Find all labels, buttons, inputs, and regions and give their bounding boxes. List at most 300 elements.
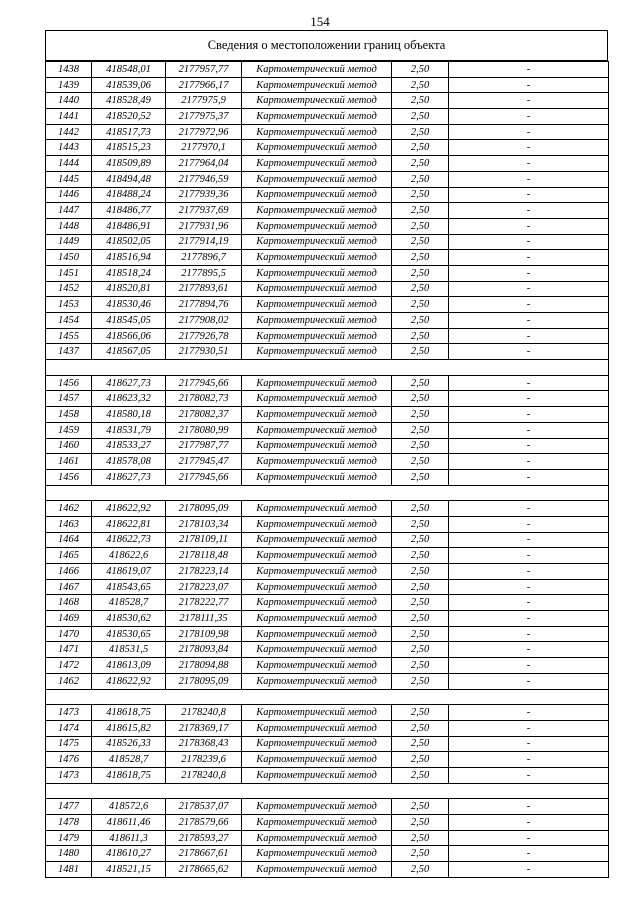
- point-number-cell: 1477: [46, 799, 92, 815]
- method-cell: Картометрический метод: [242, 736, 392, 752]
- accuracy-cell: 2,50: [392, 799, 449, 815]
- y-coordinate-cell: 2177957,77: [166, 62, 242, 78]
- method-cell: Картометрический метод: [242, 438, 392, 454]
- table-row: [46, 124, 609, 140]
- point-number-cell: 1461: [46, 454, 92, 470]
- accuracy-cell: 2,50: [392, 501, 449, 517]
- y-coordinate-cell: 2178094,88: [166, 658, 242, 674]
- x-coordinate-cell: 418528,7: [92, 595, 166, 611]
- x-coordinate-cell: 418518,24: [92, 265, 166, 281]
- x-coordinate-cell: 418539,06: [92, 77, 166, 93]
- y-coordinate-cell: 2177894,76: [166, 297, 242, 313]
- y-coordinate-cell: 2177893,61: [166, 281, 242, 297]
- table-row: [46, 93, 609, 109]
- note-cell: -: [449, 234, 609, 250]
- accuracy-cell: 2,50: [392, 77, 449, 93]
- note-cell: -: [449, 799, 609, 815]
- table-row: [46, 391, 609, 407]
- point-number-cell: 1473: [46, 705, 92, 721]
- accuracy-cell: 2,50: [392, 579, 449, 595]
- y-coordinate-cell: 2178223,07: [166, 579, 242, 595]
- accuracy-cell: 2,50: [392, 564, 449, 580]
- table-row: [46, 767, 609, 783]
- accuracy-cell: 2,50: [392, 626, 449, 642]
- accuracy-cell: 2,50: [392, 234, 449, 250]
- method-cell: Картометрический метод: [242, 658, 392, 674]
- note-cell: -: [449, 579, 609, 595]
- y-coordinate-cell: 2178109,98: [166, 626, 242, 642]
- note-cell: -: [449, 313, 609, 329]
- accuracy-cell: 2,50: [392, 532, 449, 548]
- table-row: [46, 862, 609, 878]
- y-coordinate-cell: 2177945,66: [166, 469, 242, 485]
- y-coordinate-cell: 2178240,8: [166, 705, 242, 721]
- accuracy-cell: 2,50: [392, 830, 449, 846]
- note-cell: -: [449, 422, 609, 438]
- x-coordinate-cell: 418613,09: [92, 658, 166, 674]
- accuracy-cell: 2,50: [392, 313, 449, 329]
- y-coordinate-cell: 2177975,37: [166, 109, 242, 125]
- accuracy-cell: 2,50: [392, 218, 449, 234]
- point-number-cell: 1439: [46, 77, 92, 93]
- y-coordinate-cell: 2178109,11: [166, 532, 242, 548]
- y-coordinate-cell: 2178239,6: [166, 752, 242, 768]
- note-cell: -: [449, 187, 609, 203]
- table-row: [46, 469, 609, 485]
- note-cell: -: [449, 281, 609, 297]
- method-cell: Картометрический метод: [242, 626, 392, 642]
- group-separator-row: [46, 485, 609, 501]
- table-row: [46, 265, 609, 281]
- note-cell: -: [449, 391, 609, 407]
- table-row: [46, 328, 609, 344]
- accuracy-cell: 2,50: [392, 156, 449, 172]
- table-title: Сведения о местоположении границ объекта: [45, 30, 608, 61]
- table-row: [46, 705, 609, 721]
- boundary-sheet: [45, 30, 608, 878]
- accuracy-cell: 2,50: [392, 407, 449, 423]
- x-coordinate-cell: 418530,62: [92, 611, 166, 627]
- x-coordinate-cell: 418611,46: [92, 815, 166, 831]
- table-row: [46, 171, 609, 187]
- point-number-cell: 1442: [46, 124, 92, 140]
- table-row: [46, 407, 609, 423]
- point-number-cell: 1471: [46, 642, 92, 658]
- y-coordinate-cell: 2177914,19: [166, 234, 242, 250]
- x-coordinate-cell: 418526,33: [92, 736, 166, 752]
- point-number-cell: 1473: [46, 767, 92, 783]
- group-separator-row: [46, 783, 609, 799]
- point-number-cell: 1469: [46, 611, 92, 627]
- accuracy-cell: 2,50: [392, 124, 449, 140]
- point-number-cell: 1445: [46, 171, 92, 187]
- point-number-cell: 1479: [46, 830, 92, 846]
- note-cell: -: [449, 140, 609, 156]
- method-cell: Картометрический метод: [242, 375, 392, 391]
- table-row: [46, 626, 609, 642]
- y-coordinate-cell: 2178080,99: [166, 422, 242, 438]
- accuracy-cell: 2,50: [392, 187, 449, 203]
- point-number-cell: 1465: [46, 548, 92, 564]
- y-coordinate-cell: 2177945,47: [166, 454, 242, 470]
- x-coordinate-cell: 418528,7: [92, 752, 166, 768]
- table-row: [46, 344, 609, 360]
- table-row: [46, 720, 609, 736]
- table-row: [46, 77, 609, 93]
- separator-cell: [46, 689, 609, 705]
- x-coordinate-cell: 418486,77: [92, 203, 166, 219]
- table-row: [46, 454, 609, 470]
- table-row: [46, 799, 609, 815]
- accuracy-cell: 2,50: [392, 250, 449, 266]
- point-number-cell: 1444: [46, 156, 92, 172]
- point-number-cell: 1476: [46, 752, 92, 768]
- x-coordinate-cell: 418622,92: [92, 673, 166, 689]
- point-number-cell: 1455: [46, 328, 92, 344]
- x-coordinate-cell: 418627,73: [92, 469, 166, 485]
- method-cell: Картометрический метод: [242, 234, 392, 250]
- coordinates-table: [45, 61, 609, 878]
- table-row: [46, 579, 609, 595]
- x-coordinate-cell: 418530,46: [92, 297, 166, 313]
- method-cell: Картометрический метод: [242, 62, 392, 78]
- y-coordinate-cell: 2178111,35: [166, 611, 242, 627]
- table-row: [46, 815, 609, 831]
- method-cell: Картометрический метод: [242, 564, 392, 580]
- note-cell: -: [449, 62, 609, 78]
- x-coordinate-cell: 418618,75: [92, 767, 166, 783]
- point-number-cell: 1480: [46, 846, 92, 862]
- x-coordinate-cell: 418566,06: [92, 328, 166, 344]
- point-number-cell: 1481: [46, 862, 92, 878]
- point-number-cell: 1458: [46, 407, 92, 423]
- method-cell: Картометрический метод: [242, 469, 392, 485]
- point-number-cell: 1460: [46, 438, 92, 454]
- accuracy-cell: 2,50: [392, 391, 449, 407]
- note-cell: -: [449, 705, 609, 721]
- y-coordinate-cell: 2177966,17: [166, 77, 242, 93]
- y-coordinate-cell: 2177970,1: [166, 140, 242, 156]
- accuracy-cell: 2,50: [392, 109, 449, 125]
- y-coordinate-cell: 2178095,09: [166, 673, 242, 689]
- table-row: [46, 611, 609, 627]
- x-coordinate-cell: 418610,27: [92, 846, 166, 862]
- accuracy-cell: 2,50: [392, 171, 449, 187]
- point-number-cell: 1464: [46, 532, 92, 548]
- table-row: [46, 642, 609, 658]
- y-coordinate-cell: 2178579,66: [166, 815, 242, 831]
- x-coordinate-cell: 418502,05: [92, 234, 166, 250]
- y-coordinate-cell: 2178082,37: [166, 407, 242, 423]
- point-number-cell: 1463: [46, 516, 92, 532]
- note-cell: -: [449, 77, 609, 93]
- method-cell: Картометрический метод: [242, 187, 392, 203]
- group-separator-row: [46, 360, 609, 376]
- accuracy-cell: 2,50: [392, 297, 449, 313]
- y-coordinate-cell: 2177926,78: [166, 328, 242, 344]
- x-coordinate-cell: 418611,3: [92, 830, 166, 846]
- table-row: [46, 501, 609, 517]
- y-coordinate-cell: 2177975,9: [166, 93, 242, 109]
- method-cell: Картометрический метод: [242, 297, 392, 313]
- table-row: [46, 313, 609, 329]
- note-cell: -: [449, 626, 609, 642]
- accuracy-cell: 2,50: [392, 611, 449, 627]
- method-cell: Картометрический метод: [242, 93, 392, 109]
- note-cell: -: [449, 830, 609, 846]
- method-cell: Картометрический метод: [242, 313, 392, 329]
- note-cell: -: [449, 564, 609, 580]
- point-number-cell: 1472: [46, 658, 92, 674]
- separator-cell: [46, 360, 609, 376]
- method-cell: Картометрический метод: [242, 407, 392, 423]
- table-row: [46, 297, 609, 313]
- accuracy-cell: 2,50: [392, 658, 449, 674]
- method-cell: Картометрический метод: [242, 501, 392, 517]
- accuracy-cell: 2,50: [392, 203, 449, 219]
- y-coordinate-cell: 2177987,77: [166, 438, 242, 454]
- x-coordinate-cell: 418623,32: [92, 391, 166, 407]
- x-coordinate-cell: 418509,89: [92, 156, 166, 172]
- method-cell: Картометрический метод: [242, 579, 392, 595]
- y-coordinate-cell: 2178368,43: [166, 736, 242, 752]
- x-coordinate-cell: 418627,73: [92, 375, 166, 391]
- method-cell: Картометрический метод: [242, 454, 392, 470]
- y-coordinate-cell: 2177972,96: [166, 124, 242, 140]
- table-row: [46, 752, 609, 768]
- method-cell: Картометрический метод: [242, 218, 392, 234]
- table-row: [46, 187, 609, 203]
- x-coordinate-cell: 418520,81: [92, 281, 166, 297]
- note-cell: -: [449, 250, 609, 266]
- accuracy-cell: 2,50: [392, 752, 449, 768]
- note-cell: -: [449, 767, 609, 783]
- y-coordinate-cell: 2177937,69: [166, 203, 242, 219]
- accuracy-cell: 2,50: [392, 454, 449, 470]
- x-coordinate-cell: 418580,18: [92, 407, 166, 423]
- y-coordinate-cell: 2177895,5: [166, 265, 242, 281]
- method-cell: Картометрический метод: [242, 815, 392, 831]
- method-cell: Картометрический метод: [242, 140, 392, 156]
- point-number-cell: 1478: [46, 815, 92, 831]
- point-number-cell: 1462: [46, 673, 92, 689]
- note-cell: -: [449, 454, 609, 470]
- accuracy-cell: 2,50: [392, 265, 449, 281]
- x-coordinate-cell: 418618,75: [92, 705, 166, 721]
- note-cell: -: [449, 532, 609, 548]
- accuracy-cell: 2,50: [392, 422, 449, 438]
- point-number-cell: 1440: [46, 93, 92, 109]
- y-coordinate-cell: 2178369,17: [166, 720, 242, 736]
- accuracy-cell: 2,50: [392, 93, 449, 109]
- y-coordinate-cell: 2178222,77: [166, 595, 242, 611]
- accuracy-cell: 2,50: [392, 705, 449, 721]
- method-cell: Картометрический метод: [242, 328, 392, 344]
- y-coordinate-cell: 2177946,59: [166, 171, 242, 187]
- point-number-cell: 1448: [46, 218, 92, 234]
- y-coordinate-cell: 2178093,84: [166, 642, 242, 658]
- y-coordinate-cell: 2178118,48: [166, 548, 242, 564]
- method-cell: Картометрический метод: [242, 862, 392, 878]
- method-cell: Картометрический метод: [242, 77, 392, 93]
- x-coordinate-cell: 418515,23: [92, 140, 166, 156]
- accuracy-cell: 2,50: [392, 862, 449, 878]
- note-cell: -: [449, 736, 609, 752]
- y-coordinate-cell: 2177896,7: [166, 250, 242, 266]
- method-cell: Картометрический метод: [242, 171, 392, 187]
- note-cell: -: [449, 673, 609, 689]
- x-coordinate-cell: 418531,79: [92, 422, 166, 438]
- x-coordinate-cell: 418615,82: [92, 720, 166, 736]
- x-coordinate-cell: 418548,01: [92, 62, 166, 78]
- x-coordinate-cell: 418516,94: [92, 250, 166, 266]
- note-cell: -: [449, 438, 609, 454]
- point-number-cell: 1449: [46, 234, 92, 250]
- method-cell: Картометрический метод: [242, 830, 392, 846]
- x-coordinate-cell: 418543,65: [92, 579, 166, 595]
- y-coordinate-cell: 2178593,27: [166, 830, 242, 846]
- x-coordinate-cell: 418528,49: [92, 93, 166, 109]
- group-separator-row: [46, 689, 609, 705]
- method-cell: Картометрический метод: [242, 799, 392, 815]
- note-cell: -: [449, 344, 609, 360]
- method-cell: Картометрический метод: [242, 391, 392, 407]
- table-row: [46, 438, 609, 454]
- method-cell: Картометрический метод: [242, 548, 392, 564]
- y-coordinate-cell: 2177908,02: [166, 313, 242, 329]
- note-cell: -: [449, 297, 609, 313]
- table-row: [46, 673, 609, 689]
- table-row: [46, 658, 609, 674]
- note-cell: -: [449, 156, 609, 172]
- note-cell: -: [449, 203, 609, 219]
- point-number-cell: 1453: [46, 297, 92, 313]
- separator-cell: [46, 485, 609, 501]
- point-number-cell: 1475: [46, 736, 92, 752]
- table-row: [46, 250, 609, 266]
- x-coordinate-cell: 418619,07: [92, 564, 166, 580]
- accuracy-cell: 2,50: [392, 62, 449, 78]
- method-cell: Картометрический метод: [242, 595, 392, 611]
- x-coordinate-cell: 418533,27: [92, 438, 166, 454]
- method-cell: Картометрический метод: [242, 516, 392, 532]
- point-number-cell: 1452: [46, 281, 92, 297]
- accuracy-cell: 2,50: [392, 469, 449, 485]
- table-row: [46, 203, 609, 219]
- method-cell: Картометрический метод: [242, 705, 392, 721]
- method-cell: Картометрический метод: [242, 611, 392, 627]
- table-row: [46, 595, 609, 611]
- point-number-cell: 1470: [46, 626, 92, 642]
- method-cell: Картометрический метод: [242, 720, 392, 736]
- method-cell: Картометрический метод: [242, 124, 392, 140]
- accuracy-cell: 2,50: [392, 720, 449, 736]
- x-coordinate-cell: 418517,73: [92, 124, 166, 140]
- x-coordinate-cell: 418486,91: [92, 218, 166, 234]
- x-coordinate-cell: 418622,6: [92, 548, 166, 564]
- accuracy-cell: 2,50: [392, 140, 449, 156]
- accuracy-cell: 2,50: [392, 846, 449, 862]
- accuracy-cell: 2,50: [392, 815, 449, 831]
- method-cell: Картометрический метод: [242, 203, 392, 219]
- y-coordinate-cell: 2178223,14: [166, 564, 242, 580]
- method-cell: Картометрический метод: [242, 767, 392, 783]
- point-number-cell: 1456: [46, 375, 92, 391]
- y-coordinate-cell: 2177931,96: [166, 218, 242, 234]
- accuracy-cell: 2,50: [392, 375, 449, 391]
- accuracy-cell: 2,50: [392, 344, 449, 360]
- method-cell: Картометрический метод: [242, 422, 392, 438]
- y-coordinate-cell: 2177964,04: [166, 156, 242, 172]
- point-number-cell: 1446: [46, 187, 92, 203]
- note-cell: -: [449, 548, 609, 564]
- method-cell: Картометрический метод: [242, 752, 392, 768]
- note-cell: -: [449, 265, 609, 281]
- table-row: [46, 532, 609, 548]
- method-cell: Картометрический метод: [242, 344, 392, 360]
- table-row: [46, 281, 609, 297]
- x-coordinate-cell: 418622,73: [92, 532, 166, 548]
- method-cell: Картометрический метод: [242, 532, 392, 548]
- table-row: [46, 62, 609, 78]
- point-number-cell: 1438: [46, 62, 92, 78]
- table-row: [46, 422, 609, 438]
- method-cell: Картометрический метод: [242, 156, 392, 172]
- x-coordinate-cell: 418622,81: [92, 516, 166, 532]
- note-cell: -: [449, 93, 609, 109]
- method-cell: Картометрический метод: [242, 673, 392, 689]
- note-cell: -: [449, 595, 609, 611]
- point-number-cell: 1454: [46, 313, 92, 329]
- point-number-cell: 1441: [46, 109, 92, 125]
- note-cell: -: [449, 171, 609, 187]
- table-row: [46, 234, 609, 250]
- table-row: [46, 846, 609, 862]
- method-cell: Картометрический метод: [242, 109, 392, 125]
- table-row: [46, 109, 609, 125]
- note-cell: -: [449, 218, 609, 234]
- accuracy-cell: 2,50: [392, 328, 449, 344]
- x-coordinate-cell: 418488,24: [92, 187, 166, 203]
- coordinates-table-body: [46, 62, 609, 878]
- y-coordinate-cell: 2178103,34: [166, 516, 242, 532]
- note-cell: -: [449, 109, 609, 125]
- note-cell: -: [449, 611, 609, 627]
- point-number-cell: 1466: [46, 564, 92, 580]
- y-coordinate-cell: 2177945,66: [166, 375, 242, 391]
- point-number-cell: 1450: [46, 250, 92, 266]
- point-number-cell: 1451: [46, 265, 92, 281]
- table-row: [46, 140, 609, 156]
- accuracy-cell: 2,50: [392, 673, 449, 689]
- method-cell: Картометрический метод: [242, 846, 392, 862]
- x-coordinate-cell: 418545,05: [92, 313, 166, 329]
- x-coordinate-cell: 418520,52: [92, 109, 166, 125]
- point-number-cell: 1437: [46, 344, 92, 360]
- note-cell: -: [449, 815, 609, 831]
- note-cell: -: [449, 407, 609, 423]
- table-row: [46, 516, 609, 532]
- accuracy-cell: 2,50: [392, 438, 449, 454]
- y-coordinate-cell: 2177930,51: [166, 344, 242, 360]
- x-coordinate-cell: 418572,6: [92, 799, 166, 815]
- x-coordinate-cell: 418494,48: [92, 171, 166, 187]
- table-row: [46, 564, 609, 580]
- x-coordinate-cell: 418578,08: [92, 454, 166, 470]
- note-cell: -: [449, 642, 609, 658]
- x-coordinate-cell: 418622,92: [92, 501, 166, 517]
- point-number-cell: 1447: [46, 203, 92, 219]
